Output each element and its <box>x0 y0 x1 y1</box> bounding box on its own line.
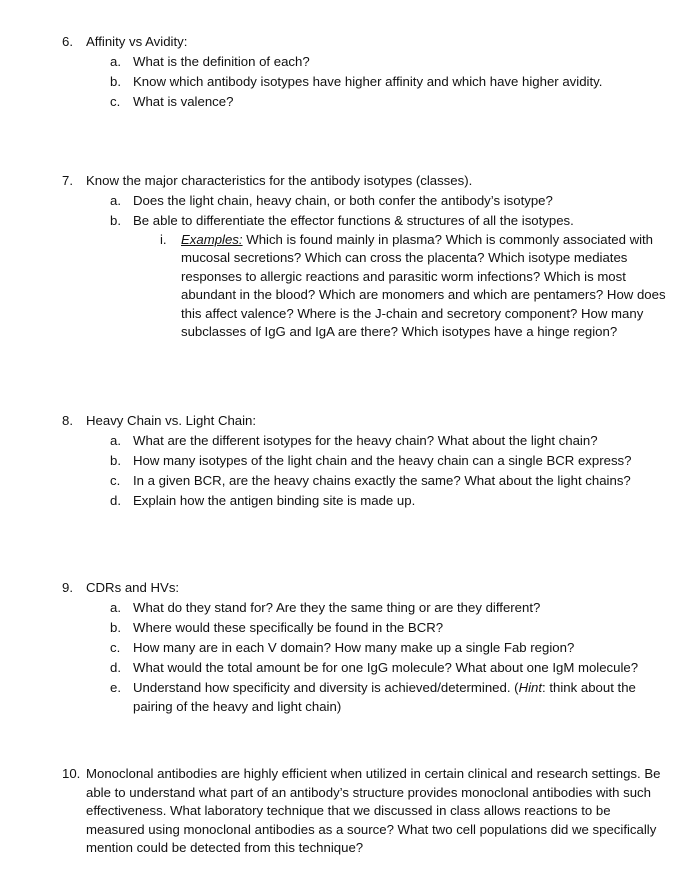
list-marker: d. <box>110 493 121 509</box>
list-item <box>62 73 672 92</box>
list-item <box>62 53 672 72</box>
examples-text: Which is found mainly in plasma? Which is commonly associated with mucosal secretions? Which can cross the placenta? Which isotype mediates responses to allergic reactions and parasitic worm infections? Which is most abundant in the blood? Which are monomers and which are pentamers? How does this affect valence? Where is the J-chain and secretory component? How many subclasses of IgG and IgA are there? Which isotypes have a hinge region? <box>181 231 666 340</box>
list-marker: a. <box>110 54 121 70</box>
list-item <box>62 212 672 231</box>
list-item-text: What do they stand for? Are they the same thing or are they different? <box>133 600 541 616</box>
list-item-text: Explain how the antigen binding site is made up. <box>133 493 416 509</box>
list-item <box>62 492 672 511</box>
question-number: 7. <box>62 173 73 188</box>
list-item-text: What are the different isotypes for the heavy chain? What about the light chain? <box>133 433 598 449</box>
list-marker: e. <box>110 680 121 696</box>
list-item <box>62 192 672 211</box>
question-number: 6. <box>62 34 73 49</box>
list-item-text: Where would these specifically be found in the BCR? <box>133 620 444 636</box>
list-marker: i. <box>160 231 167 247</box>
question-number: 9. <box>62 580 73 595</box>
question-text: CDRs and HVs: <box>86 580 180 595</box>
question-6-heading <box>62 33 672 52</box>
list-marker: d. <box>110 660 121 676</box>
question-10 <box>62 765 672 858</box>
list-item-text: What would the total amount be for one IgG molecule? What about one IgM molecule? <box>133 660 639 676</box>
list-marker: c. <box>110 94 121 110</box>
list-item-text: Does the light chain, heavy chain, or both confer the antibody’s isotype? <box>133 193 553 209</box>
list-item-text: How many isotypes of the light chain and the heavy chain can a single BCR express? <box>133 453 632 469</box>
list-item-text: How many are in each V domain? How many make up a single Fab region? <box>133 640 575 656</box>
list-item-text: In a given BCR, are the heavy chains exactly the same? What about the light chains? <box>133 473 631 489</box>
list-marker: c. <box>110 640 121 656</box>
question-text: Monoclonal antibodies are highly efficient when utilized in certain clinical and research settings. Be able to understand what part of an antibody’s structure provides monoclonal antibodies with such effectiveness. What laboratory technique that we discussed in class allows reactions to be measured using monoclonal antibodies as a source? What two cell populations did we specifically mention could be detected from this technique? <box>86 766 661 855</box>
list-item-text: Be able to differentiate the effector functions & structures of all the isotypes. <box>133 213 574 229</box>
question-number: 10. <box>62 766 81 781</box>
question-8-heading <box>62 412 672 431</box>
list-marker: b. <box>110 453 121 469</box>
list-marker: a. <box>110 193 121 209</box>
list-item-text: Understand how specificity and diversity is achieved/determined. ( <box>133 680 519 696</box>
question-9-heading <box>62 579 672 598</box>
question-6 <box>62 33 672 112</box>
list-marker: a. <box>110 433 121 449</box>
list-item <box>62 599 672 618</box>
list-marker: c. <box>110 473 121 489</box>
list-item-text: What is the definition of each? <box>133 54 310 70</box>
examples-item <box>62 231 672 342</box>
list-marker: b. <box>110 213 121 229</box>
list-item <box>62 472 672 491</box>
list-marker: a. <box>110 600 121 616</box>
question-number: 8. <box>62 413 73 428</box>
list-marker: b. <box>110 74 121 90</box>
question-7-heading <box>62 172 672 191</box>
list-item-text: What is valence? <box>133 94 234 110</box>
question-10-heading <box>62 765 672 858</box>
question-text: Know the major characteristics for the antibody isotypes (classes). <box>86 173 473 188</box>
list-marker: b. <box>110 620 121 636</box>
question-text: Affinity vs Avidity: <box>86 34 188 49</box>
list-item-text: Know which antibody isotypes have higher affinity and which have higher avidity. <box>133 74 603 90</box>
question-8 <box>62 412 672 511</box>
list-item <box>62 639 672 658</box>
list-item <box>62 619 672 638</box>
question-9 <box>62 579 672 716</box>
hint-label: Hint <box>518 680 543 696</box>
examples-label: Examples: <box>181 231 243 247</box>
list-item <box>62 659 672 678</box>
list-item-text-after: : think about the pairing of the heavy and light chain) <box>133 680 636 714</box>
list-item <box>62 432 672 451</box>
list-item <box>62 679 672 716</box>
question-7 <box>62 172 672 342</box>
question-text: Heavy Chain vs. Light Chain: <box>86 413 257 428</box>
list-item <box>62 452 672 471</box>
list-item <box>62 93 672 112</box>
